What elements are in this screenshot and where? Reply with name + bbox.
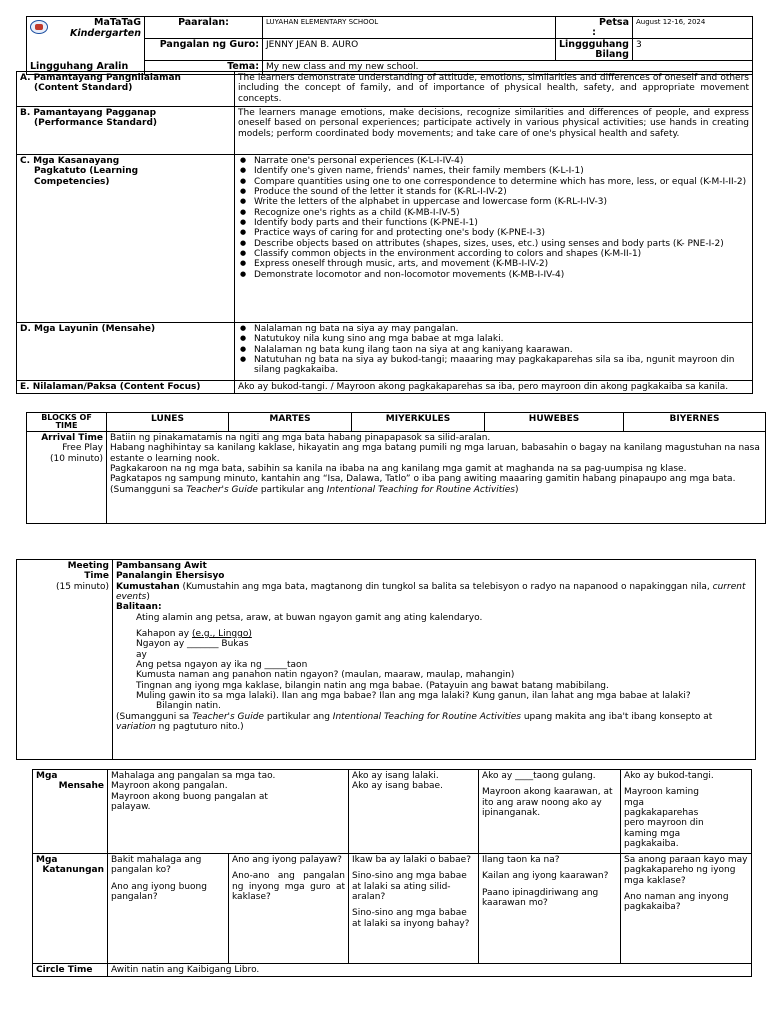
katanungan-line: Sa anong paraan kayo may pagkakapareho ng iyong mga kaklase? (624, 855, 748, 886)
circle-time-text: Awitin natin ang Kaibigang Libro. (108, 964, 752, 977)
competencies-list (238, 156, 749, 280)
katanungan-biyernes (621, 854, 752, 964)
ref-text: (Sumangguni sa (110, 484, 187, 495)
ref-text: ) (514, 484, 519, 495)
katanungan-label-2: Katanungan (42, 865, 104, 876)
day-header-huwebes: HUWEBES (485, 413, 624, 432)
meeting-line: Ang petsa ngayon ay ika ng _____taon (136, 660, 308, 671)
arrival-reference (110, 485, 762, 495)
day-header-miyerkules: MIYERKULES (352, 413, 485, 432)
list-item: ● Narrate one's personal experiences (K-L-I-IV-4) (238, 156, 749, 166)
tema-value: My new class and my new school. (263, 61, 753, 75)
meeting-awit: Pambansang Awit (116, 561, 207, 571)
mensahe-line: Ako ay isang babae. (352, 781, 443, 792)
ref-intentional-teaching: Intentional Teaching for Routine Activities (332, 711, 521, 722)
meeting-line: ay (136, 649, 147, 660)
meeting-kahapon: Kahapon ay (136, 629, 192, 640)
mensahe-miyerkules (349, 770, 479, 854)
katanungan-line: Sino-sino ang mga babae at lalaki sa ating silid-aralan? (352, 871, 467, 903)
section-e-label: E. Nilalaman/Paksa (Content Focus) (17, 381, 235, 394)
katanungan-label-cell (33, 854, 108, 964)
linggo-label-2: Bilang (595, 48, 629, 60)
tema-label: Tema: (145, 61, 263, 75)
blocks-of-time-header: BLOCKS OF TIME (27, 413, 107, 432)
list-item: ● Write the letters of the alphabet in uppercase and lowercase form (K-RL-I-IV-3) (238, 197, 749, 207)
meeting-line: Bilangin natin. (156, 701, 221, 712)
arrival-line: Pagkatapos ng sampung minuto, kantahin ang “Isa, Dalawa, Tatlo” o iba pang awiting maaaring gamitin habang pinapaupo ang mga bata. (110, 474, 736, 485)
list-item: ● Demonstrate locomotor and non-locomotor movements (K-MB-I-IV-4) (238, 270, 749, 280)
katanungan-line: Ano naman ang inyong pagkakaiba? (624, 892, 729, 913)
section-c-list-cell (235, 155, 753, 323)
linggo-label-1: Linggguhang (559, 39, 629, 50)
section-c-label: C. Mga Kasanayang (20, 156, 120, 166)
day-header-martes: MARTES (229, 413, 352, 432)
mensahe-line: Mayroon akong kaarawan, at ito ang araw noong ako ay ipinanganak. (482, 787, 613, 819)
katanungan-line: Kailan ang iyong kaarawan? (482, 871, 609, 882)
mensahe-label-2: Mensahe (58, 781, 104, 792)
arrival-line: Batiin ng pinakamatamis na ngiti ang mga bata habang pinapapasok sa silid-aralan. (110, 433, 491, 443)
meeting-reference (116, 712, 752, 733)
title-matatag: MaTaTaG (94, 17, 141, 28)
section-a-label: A. Pamantayang Pangnilalaman (20, 73, 181, 83)
paaralan-label: Paaralan: (145, 17, 263, 39)
mensahe-table (32, 769, 752, 977)
kumustahan-end: ) (146, 592, 150, 603)
mensahe-line: Ako ay ____taong gulang. (482, 771, 596, 781)
list-item: ● Classify common objects in the environment according to colors and shapes (K-M-II-1) (238, 249, 749, 259)
list-item: ● Express oneself through music, arts, and movement (K-MB-I-IV-2) (238, 259, 749, 269)
mensahe-line: Ako ay bukod-tangi. (624, 771, 714, 781)
meeting-panalangin: Panalangin Ehersisyo (116, 571, 225, 582)
meeting-label-1: Meeting (67, 561, 109, 571)
guro-value: JENNY JEAN B. AURO (263, 39, 556, 61)
meeting-balitaan: Balitaan: (116, 602, 162, 613)
kumustahan-label: Kumustahan (116, 581, 180, 592)
header-title-cell (27, 17, 145, 61)
section-b-text: The learners manage emotions, make decisions, recognize similarities and differences of people, and express oneself based on personal experiences; participate actively in various physical activities; use hands in creating models; perform coordinated body movements; and take care of one's physical health and safety. (235, 107, 753, 155)
title-kindergarten: Kindergarten (70, 27, 141, 39)
section-a-sub: (Content Standard) (34, 83, 133, 94)
meeting-kahapon-example: (e.g., Linggo) (191, 629, 252, 640)
meeting-duration: (15 minuto) (55, 581, 109, 592)
mensahe-line: Mayroon kaming mga pagkakaparehas pero mayroon din kaming mga pagkakaiba. (624, 787, 704, 850)
ref-text: upang makita ang iba't ibang konsepto at (520, 711, 713, 722)
mensahe-label-1: Mga (36, 771, 58, 781)
linggo-value: 3 (632, 39, 752, 61)
section-a-label-cell (17, 72, 235, 107)
katanungan-lunes (108, 854, 229, 964)
list-item: ● Nalalaman ng bata na siya ay may pangalan. (238, 324, 749, 334)
section-b-label: B. Pamantayang Pagganap (20, 108, 157, 118)
ref-intentional-teaching: Intentional Teaching for Routine Activities (326, 484, 515, 495)
circle-time-label: Circle Time (33, 964, 108, 977)
katanungan-line: Ano ang iyong palayaw? (232, 855, 342, 865)
katanungan-martes (229, 854, 349, 964)
katanungan-label-1: Mga (36, 855, 58, 865)
list-item: ● Natutuhan ng bata na siya ay bukod-tangi; maaaring may pagkakaparehas sila sa iba, ngunit mayroon din silang pagkakaiba. (238, 355, 749, 376)
kumustahan-italic: current events (116, 581, 746, 603)
meeting-line: Kumusta naman ang panahon natin ngayon? (maulan, maaraw, maulap, mahangin) (136, 670, 515, 681)
list-item: ● Practice ways of caring for and protecting one's body (K-PNE-I-3) (238, 228, 749, 238)
mensahe-biyernes (621, 770, 752, 854)
section-c-sub1: Pagkatuto (Learning (34, 166, 139, 177)
mensahe-huwebes (479, 770, 621, 854)
katanungan-line: Ano ang iyong buong pangalan? (111, 881, 207, 903)
list-item: ● Identify one's given name, friends' names, their family members (K-L-I-1) (238, 166, 749, 176)
mensahe-line: Mahalaga ang pangalan sa mga tao. (111, 771, 276, 781)
day-header-biyernes: BIYERNES (624, 413, 766, 432)
linggo-label-cell (556, 39, 633, 61)
meeting-content-cell (113, 560, 756, 760)
meeting-label-2: Time (84, 571, 109, 582)
paaralan-value: LUYAHAN ELEMENTARY SCHOOL (263, 17, 556, 39)
list-item: ● Identify body parts and their functions (K-PNE-I-1) (238, 218, 749, 228)
section-c-sub2: Competencies) (34, 176, 110, 187)
petsa-label-cell (556, 17, 633, 39)
katanungan-line: Ano-ano ang pangalan ng inyong mga guro at kaklase? (232, 871, 345, 903)
header-table (26, 16, 753, 75)
katanungan-line: Sino-sino ang mga babae at lalaki sa inyong bahay? (352, 908, 470, 929)
arrival-line: Pagkakaroon na ng mga bata, sabihin sa kanila na ibaba na ang kanilang mga gamit at maghanda na sa pag-uumpisa ng klase. (110, 464, 687, 475)
section-c-label-cell (17, 155, 235, 323)
katanungan-line: Bakit mahalaga ang pangalan ko? (111, 855, 202, 876)
meeting-line: Tingnan ang iyong mga kaklase, bilangin natin ang mga babae. (Patayuin ang bawat batang mabibilang. (136, 680, 609, 691)
katanungan-line: Paano ipinagdiriwang ang kaarawan mo? (482, 887, 599, 909)
title-lingguhang-aralin: Lingguhang Aralin (27, 61, 145, 75)
mensahe-line: Mayroon akong buong pangalan at palayaw. (111, 791, 268, 813)
day-header-lunes: LUNES (107, 413, 229, 432)
ref-text: ng pagtuturo nito.) (155, 722, 244, 733)
deped-logo-icon (30, 20, 48, 34)
guro-label: Pangalan ng Guro: (145, 39, 263, 61)
katanungan-huwebes (479, 854, 621, 964)
mensahe-line: Mayroon akong pangalan. (111, 781, 228, 792)
kumustahan-text: (Kumustahin ang mga bata, magtanong din tungkol sa balita sa telebisyon o radyo na napanood o napakinggan nila, (179, 581, 713, 592)
meeting-line (116, 629, 752, 639)
section-b-sub: (Performance Standard) (34, 118, 157, 129)
meeting-kumustahan (116, 582, 752, 603)
list-item: ● Describe objects based on attributes (shapes, sizes, uses, etc.) using senses and body parts (K- PNE-I-2) (238, 239, 749, 249)
objectives-list (238, 324, 749, 376)
section-e-text: Ako ay bukod-tangi. / Mayroon akong pagkakaparehas sa iba, pero mayroon din akong pagkakaiba sa kanila. (235, 381, 753, 394)
petsa-value: August 12-16, 2024 (632, 17, 752, 39)
meeting-line: Muling gawin ito sa mga lalaki). Ilan ang mga babae? Ilan ang mga lalaki? Kung ganun, ilan lahat ang mga babae at lalaki? (136, 691, 691, 702)
section-b-label-cell (17, 107, 235, 155)
section-d-list-cell (235, 323, 753, 381)
list-item: ● Produce the sound of the letter it stands for (K-RL-I-IV-2) (238, 187, 749, 197)
ref-text: (Sumangguni sa (116, 711, 193, 722)
list-item: ● Nalalaman ng bata kung ilang taon na siya at ang kaniyang kaarawan. (238, 345, 749, 355)
list-item: ● Compare quantities using one to one correspondence to determine which has more, less, or equal (K-M-I-II-2) (238, 177, 749, 187)
arrival-duration: (10 minuto) (49, 453, 103, 464)
meeting-line: Ngayon ay _______ Bukas (136, 639, 249, 650)
ref-text: partikular ang (263, 711, 333, 722)
arrival-free-play: Free Play (62, 443, 103, 454)
ref-variation: variation (116, 722, 156, 733)
section-d-label: D. Mga Layunin (Mensahe) (17, 323, 235, 381)
mensahe-lunes-martes (108, 770, 349, 854)
mensahe-label-cell (33, 770, 108, 854)
schedule-table (26, 412, 766, 524)
list-item: ● Natutukoy nila kung sino ang mga babae at mga lalaki. (238, 334, 749, 344)
katanungan-miyerkules (349, 854, 479, 964)
arrival-line: Habang naghihintay sa kanilang kaklase, hikayatin ang mga batang pumili ng mga laruan, babasahin o bagay na kanilang magustuhan na nasa estante o learning nook. (110, 443, 760, 464)
section-a-text: The learners demonstrate understanding of attitude, emotions, similarities and differences of oneself and others including the concept of family, and of importance of physical health, safety, and appropriate movement concepts. (235, 72, 753, 107)
arrival-time-label: Arrival Time (41, 433, 103, 443)
ref-teachers-guide: Teacher's Guide (186, 484, 258, 495)
katanungan-line: Ilang taon ka na? (482, 855, 560, 865)
meeting-time-table (16, 559, 756, 760)
ref-teachers-guide: Teacher's Guide (192, 711, 264, 722)
list-item: ● Recognize one's rights as a child (K-MB-I-IV-5) (238, 208, 749, 218)
petsa-colon: : (592, 26, 596, 38)
arrival-content-cell (107, 432, 766, 524)
mensahe-line: Ako ay isang lalaki. (352, 771, 439, 781)
petsa-label: Petsa (598, 17, 629, 28)
meeting-line: Ating alamin ang petsa, araw, at buwan ngayon gamit ang ating kalendaryo. (136, 612, 483, 623)
standards-table (16, 71, 753, 394)
arrival-time-label-cell (27, 432, 107, 524)
katanungan-line: Ikaw ba ay lalaki o babae? (352, 855, 471, 865)
meeting-label-cell (17, 560, 113, 760)
ref-text: partikular ang (257, 484, 327, 495)
